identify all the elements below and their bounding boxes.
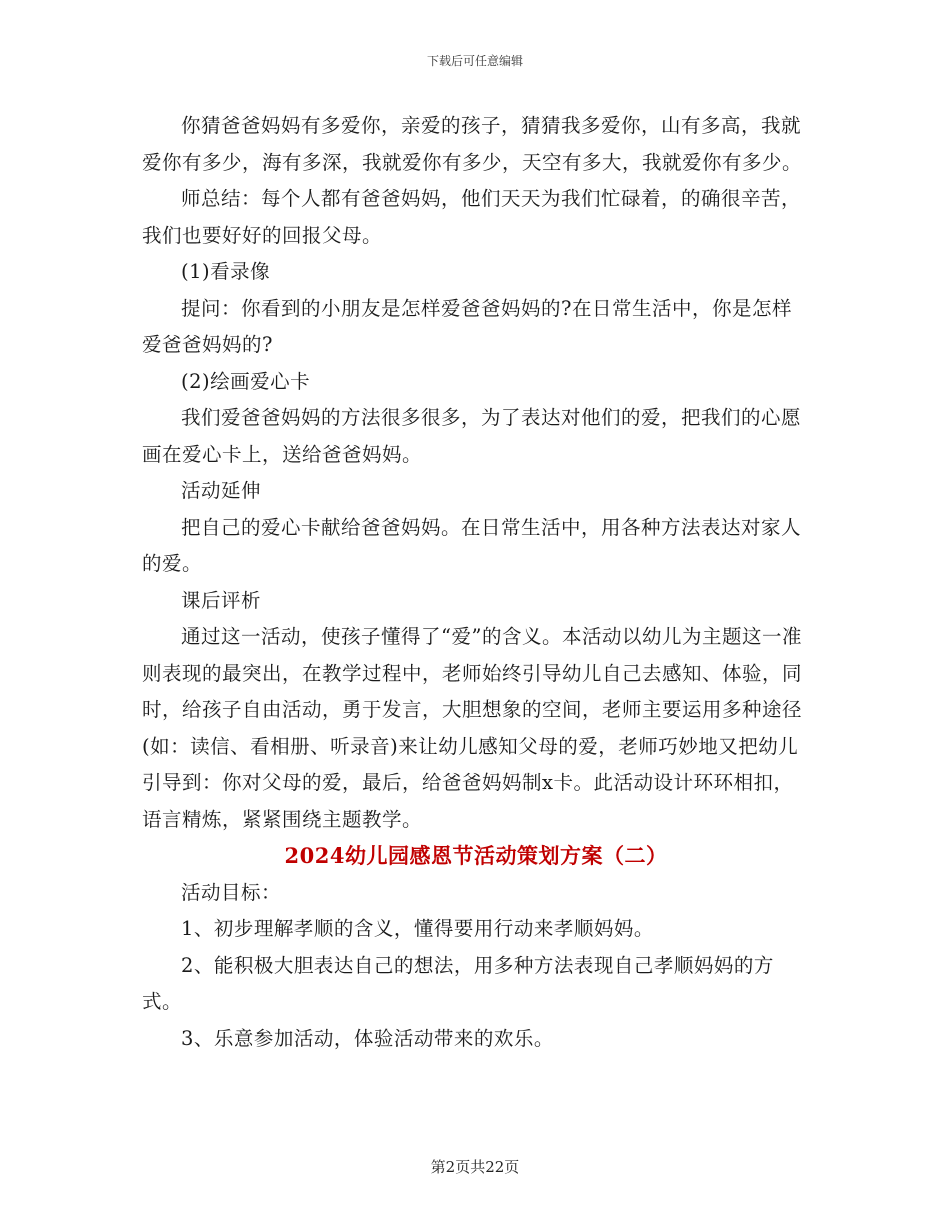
section-title: 2024幼儿园感恩节活动策划方案（二） xyxy=(284,843,668,868)
paragraph: 提问：你看到的小朋友是怎样爱爸爸妈妈的?在日常生活中，你是怎样爱爸爸妈妈的? xyxy=(142,296,792,356)
paragraph: 你猜爸爸妈妈有多爱你，亲爱的孩子，猜猜我多爱你，山有多高，我就爱你有多少，海有多深，我就爱你有多少，天空有多大，我就爱你有多少。 xyxy=(142,114,803,174)
paragraph: 把自己的爱心卡献给爸爸妈妈。在日常生活中，用各种方法表达对家人的爱。 xyxy=(142,515,802,575)
subheading-goals: 活动目标： xyxy=(181,880,282,904)
goal-item: 3、乐意参加活动，体验活动带来的欢乐。 xyxy=(181,1026,554,1050)
goal-item: 2、能积极大胆表达自己的想法，用多种方法表现自己孝顺妈妈的方式。 xyxy=(142,953,774,1013)
page-footer: 第2页共22页 xyxy=(430,1158,520,1176)
paragraph: 师总结：每个人都有爸爸妈妈，他们天天为我们忙碌着，的确很辛苦，我们也要好好的回报父母。 xyxy=(142,187,802,247)
subheading-video: (1)看录像 xyxy=(181,260,271,283)
subheading-extension: 活动延伸 xyxy=(181,479,262,502)
document-body xyxy=(142,108,810,1057)
paragraph: 通过这一活动，使孩子懂得了“爱”的含义。本活动以幼儿为主题这一准则表现的最突出，在教学过程中，老师始终引导幼儿自己去感知、体验，同时，给孩子自由活动，勇于发言，大胆想象的空间，老师主要运用多种途径(如：读信、看相册、听录音)来让幼儿感知父母的爱，老师巧妙地又把幼儿引导到：你对父母的爱，最后，给爸爸妈妈制x卡。此活动设计环环相扣，语言精炼，紧紧围绕主题教学。 xyxy=(142,625,803,831)
subheading-drawing: (2)绘画爱心卡 xyxy=(181,369,311,393)
goal-item: 1、初步理解孝顺的含义，懂得要用行动来孝顺妈妈。 xyxy=(181,917,654,940)
page-header: 下载后可任意编辑 xyxy=(426,54,523,68)
subheading-review: 课后评析 xyxy=(181,588,262,612)
paragraph: 我们爱爸爸妈妈的方法很多很多，为了表达对他们的爱，把我们的心愿画在爱心卡上，送给爸爸妈妈。 xyxy=(142,406,802,466)
